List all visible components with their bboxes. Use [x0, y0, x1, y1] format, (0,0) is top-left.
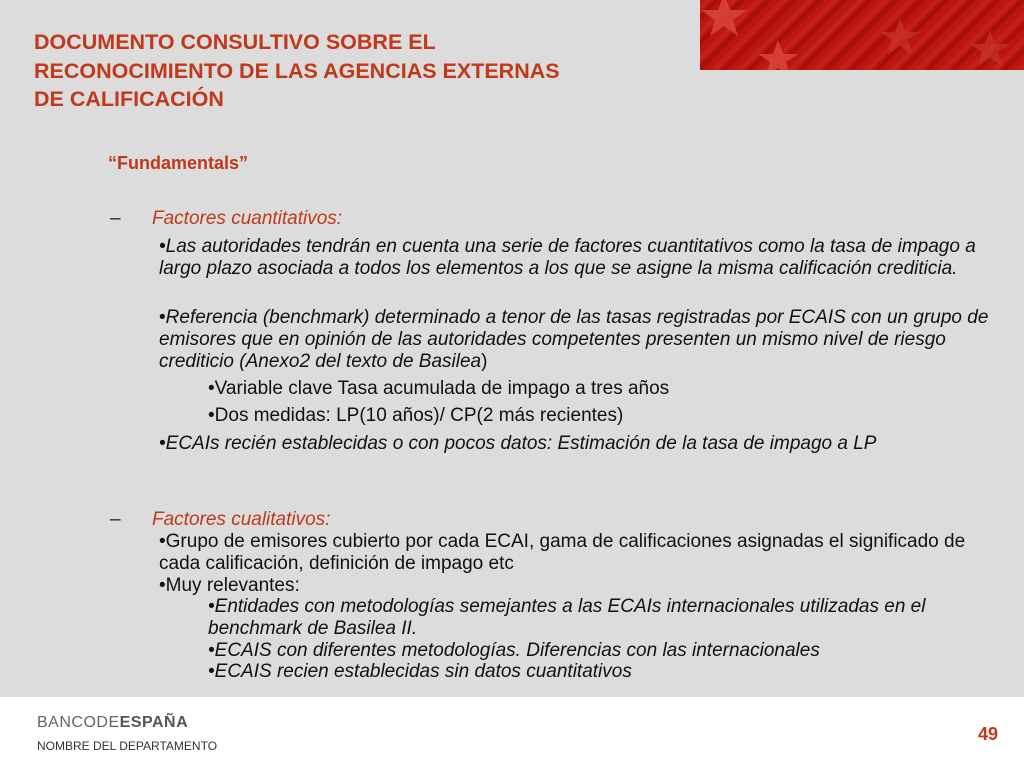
quantitative-heading — [110, 208, 342, 230]
qualitative-point-1 — [159, 531, 989, 575]
bullet-marker: • — [208, 378, 215, 399]
qualitative-label: Factores cualitativos: — [152, 509, 331, 530]
department-name: NOMBRE DEL DEPARTAMENTO — [37, 739, 218, 753]
quantitative-label: Factores cuantitativos: — [152, 208, 343, 229]
qualitative-sub-1 — [208, 596, 928, 640]
bullet-marker: • — [159, 307, 166, 328]
point-text: ECAIS con diferentes metodologías. Diferencias con las internacionales — [214, 640, 820, 661]
quantitative-sub-1 — [208, 378, 988, 400]
point-text: ECAIS recien establecidas sin datos cuantitativos — [214, 661, 632, 682]
point-text: Variable clave Tasa acumulada de impago a tres años — [214, 378, 670, 399]
logo-text-banco: BANCO — [37, 714, 97, 731]
section-heading: “Fundamentals” — [108, 153, 249, 173]
point-text: Referencia (benchmark) determinado a tenor de las tasas registradas por ECAIS con un grupo de emisores que en opinión de las autoridades competentes presenten un mismo nivel de riesgo crediticio (Anexo2 del texto de Basilea — [159, 307, 989, 372]
title-line: DE CALIFICACIÓN — [34, 87, 224, 111]
bullet-marker: • — [208, 596, 215, 617]
title-line: RECONOCIMIENTO DE LAS AGENCIAS EXTERNAS — [34, 58, 560, 83]
point-text: Entidades con metodologías semejantes a las ECAIs internacionales utilizadas en el benchmark de Basilea II. — [208, 596, 926, 639]
quantitative-point-3 — [159, 433, 989, 455]
bullet-marker: • — [208, 405, 215, 426]
bullet-marker: • — [208, 640, 215, 661]
qualitative-heading — [110, 509, 330, 531]
qualitative-sub-2 — [208, 640, 988, 662]
point-text-close: ) — [481, 351, 488, 372]
dash-marker: – — [110, 509, 121, 530]
bullet-marker: • — [159, 236, 166, 257]
bank-logo — [37, 714, 188, 732]
bullet-marker: • — [208, 661, 215, 682]
logo-text-espana: ESPAÑA — [119, 714, 189, 731]
qualitative-sub-3 — [208, 661, 988, 683]
title-line: DOCUMENTO CONSULTIVO SOBRE EL — [34, 30, 436, 54]
bullet-marker: • — [159, 433, 166, 454]
point-text: Dos medidas: LP(10 años)/ CP(2 más recientes) — [214, 405, 624, 426]
bullet-marker: • — [159, 531, 166, 552]
bullet-marker: • — [159, 575, 166, 596]
quantitative-point-1 — [159, 236, 989, 280]
point-text: Muy relevantes: — [165, 575, 300, 596]
logo-text-de: DE — [96, 714, 120, 731]
quantitative-point-2 — [159, 307, 989, 373]
point-text: ECAIs recién establecidas o con pocos datos: Estimación de la tasa de impago a LP — [165, 433, 877, 454]
point-text: Las autoridades tendrán en cuenta una serie de factores cuantitativos como la tasa de impago a largo plazo asociada a todos los elementos a los que se asigne la misma calificación crediticia. — [159, 236, 976, 279]
point-text: Grupo de emisores cubierto por cada ECAI, gama de calificaciones asignadas el significado de cada calificación, definición de impago etc — [159, 531, 966, 574]
dash-marker: – — [110, 208, 121, 229]
qualitative-point-2 — [159, 575, 989, 597]
page-number: 49 — [977, 724, 998, 744]
quantitative-sub-2 — [208, 405, 988, 427]
